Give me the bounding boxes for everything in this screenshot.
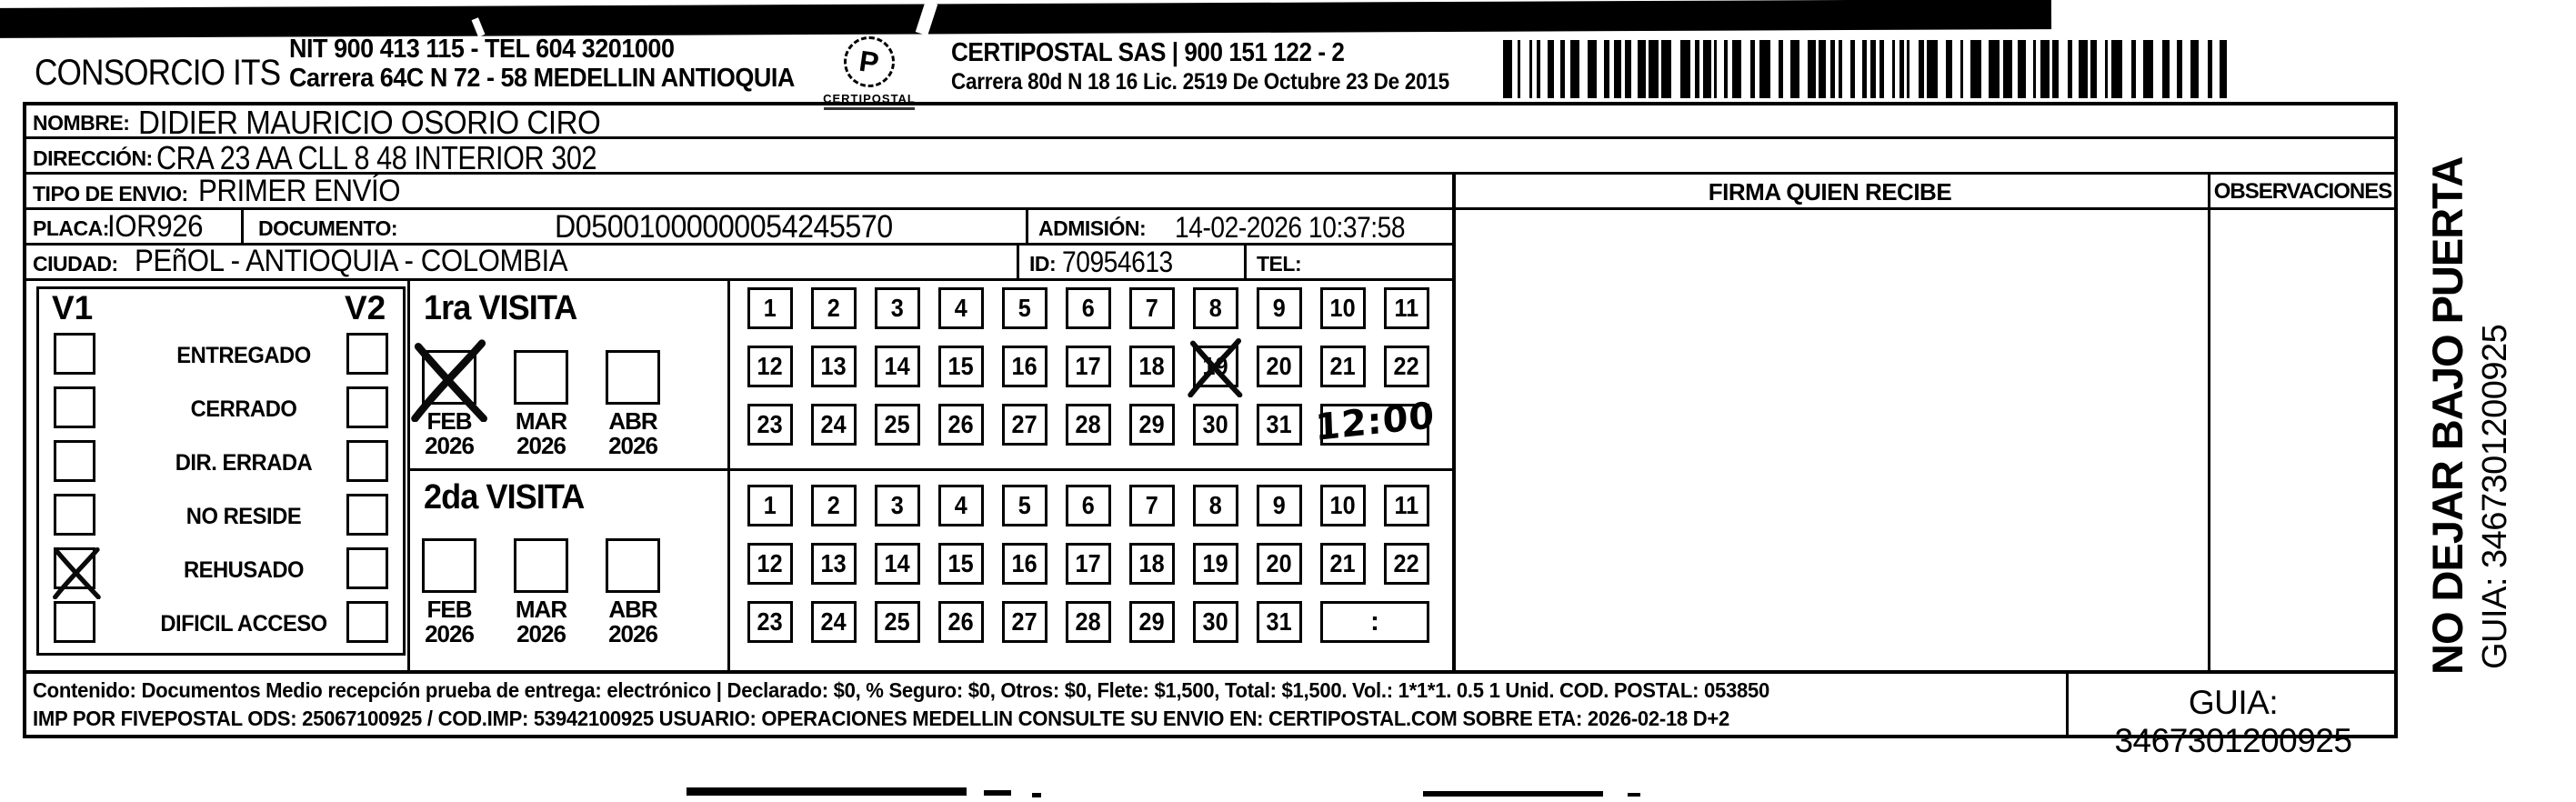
first-visit-day-5 [1002,287,1047,329]
logo-glyph: P [857,44,882,79]
logo-caption: CERTIPOSTAL [823,92,916,105]
time-placeholder: : [1370,607,1379,637]
day-number: 29 [1138,410,1166,438]
documento-value [555,209,922,246]
first-visit-day-1 [747,287,793,329]
day-number: 16 [1011,352,1038,380]
first-visit-day-31 [1257,404,1302,446]
tipo-envio-label: TIPO DE ENVIO: [33,182,188,206]
barcode-bar [2111,40,2122,98]
first-visit-day-14 [875,346,920,387]
barcode-bar [1808,40,1816,98]
barcode-gap [1783,40,1790,98]
footer-guia [2069,684,2398,760]
scan-black-band [0,0,2051,38]
day-number: 27 [1011,607,1038,636]
barcode-bar [2052,40,2059,98]
day-number: 15 [947,549,975,577]
barcode-bar [2079,40,2088,98]
barcode-bar [1680,40,1690,98]
month-year: 2026 [425,432,474,459]
day-number: 28 [1075,410,1102,438]
ciudad-label: CIUDAD: [33,252,118,276]
day-number: 25 [884,607,911,636]
scan-artifact [1628,793,1640,797]
v1-checkbox-dir-errada [54,440,95,482]
second-visit-day-26 [938,601,984,643]
v1-checkbox-cerrado [54,386,95,428]
barcode-bar [1548,40,1554,98]
day-number: 6 [1081,294,1096,322]
first-visit-day-28 [1066,404,1111,446]
second-visit-day-10 [1320,485,1366,526]
barcode-bar [1759,40,1770,98]
day-number: 28 [1075,607,1102,636]
second-visit-day-17 [1066,543,1111,585]
admision-value [1175,211,1437,245]
second-visit-day-24 [811,601,857,643]
second-visit-day-28 [1066,601,1111,643]
barcode-gap [2212,40,2220,98]
barcode-gap [1799,40,1808,98]
first-visit-day-9 [1257,287,1302,329]
sender-address: Carrera 64C N 72 - 58 MEDELLIN ANTIOQUIA [289,64,795,93]
second-visit-day-8 [1193,485,1238,526]
month-abbr: FEB [426,596,472,623]
second-visit-title: 2da VISITA [424,478,585,516]
direccion-text: CRA 23 AA CLL 8 48 INTERIOR 302 [156,139,597,176]
barcode-bar [1732,40,1741,98]
day-number: 24 [820,410,847,438]
barcode-gap [1671,40,1680,98]
status-option-label: ENTREGADO [176,343,311,368]
first-visit-time-box [1314,395,1436,449]
barcode-bar [2162,40,2170,98]
first-visit-day-30 [1193,404,1238,446]
day-number: 22 [1393,352,1420,380]
first-visit-day-25 [875,404,920,446]
first-visit-day-15 [938,346,984,387]
barcode-gap [2026,40,2033,98]
barcode-bar [1649,40,1659,98]
tel-label: TEL: [1257,252,1302,276]
sender-company-name: CONSORCIO ITS [35,53,281,93]
barcode-bar [1790,40,1799,98]
second-visit-month-checkbox-mar [514,538,568,593]
v2-checkbox-cerrado [346,386,388,428]
day-number: 23 [757,607,784,636]
second-visit-day-6 [1066,485,1111,526]
barcode-gap [2072,40,2079,98]
month-year: 2026 [608,620,657,647]
tipo-envio-text: PRIMER ENVÍO [198,174,401,208]
first-visit-day-4 [938,287,984,329]
second-visit-month-checkbox-feb [422,538,476,593]
first-visit-day-8 [1193,287,1238,329]
first-visit-day-20 [1257,346,1302,387]
barcode-gap [1842,40,1850,98]
v2-checkbox-rehusado [346,547,388,589]
barcode-bar [1503,40,1512,98]
day-number: 31 [1266,607,1293,636]
day-number: 21 [1329,549,1357,577]
first-visit-day-21 [1320,346,1366,387]
barcode-bar [1625,40,1631,98]
barcode-gap [1565,40,1571,98]
first-visit-day-12 [747,346,793,387]
barcode-bar [1946,40,1952,98]
grid-line [23,670,2398,674]
second-visit-day-18 [1129,543,1175,585]
first-visit-day-18 [1129,346,1175,387]
observaciones-header [2208,179,2398,205]
documento-text: D05001000000054245570 [555,209,893,245]
status-option-label: CERRADO [190,396,297,422]
day-number: 16 [1011,549,1038,577]
barcode-bar [2220,40,2227,98]
v1-checkbox-rehusado [54,547,95,589]
first-visit-month-label [408,409,490,458]
first-visit-day-10 [1320,287,1366,329]
month-year: 2026 [608,432,657,459]
second-visit-month-label [592,597,674,647]
barcode-gap [1963,40,1970,98]
day-number: 5 [1017,491,1032,519]
ciudad-text: PEñOL - ANTIOQUIA - COLOMBIA [135,244,568,278]
observaciones-header-text: OBSERVACIONES [2213,179,2392,204]
scan-artifact [984,790,1011,796]
grid-line [407,468,1455,471]
day-number: 9 [1272,491,1287,519]
second-visit-day-15 [938,543,984,585]
barcode-gap [1540,40,1548,98]
barcode-gap [1938,40,1947,98]
barcode-gap [2182,40,2191,98]
first-visit-day-16 [1002,346,1047,387]
barcode-gap [2122,40,2131,98]
barcode-gap [1520,40,1529,98]
footer-imp-line: IMP POR FIVEPOSTAL ODS: 25067100925 / COD.IMP: 53942100925 USUARIO: OPERACIONES MEDELLIN CONSULTE SU ENVIO EN: CERTIPOSTAL.COM SOBRE ETA: 2026-02-18 D+2 [33,707,1730,730]
month-abbr: ABR [608,407,657,435]
day-number: 25 [884,410,911,438]
barcode-gap [1952,40,1960,98]
second-visit-day-31 [1257,601,1302,643]
second-visit-day-5 [1002,485,1047,526]
first-visit-month-label [592,409,674,458]
second-visit-day-25 [875,601,920,643]
day-number: 21 [1329,352,1357,380]
second-visit-month-label [500,597,582,647]
footer-content-line: Contenido: Documentos Medio recepción prueba de entrega: electrónico | Declarado: $0, % Seguro: $0, Otros: $0, Flete: $1,500, Total: $1,500. Vol.: 1*1*1. 0.5 1 Unid. COD. POSTAL: 053850 [33,678,1769,702]
first-visit-day-3 [875,287,920,329]
second-visit-day-27 [1002,601,1047,643]
day-number: 29 [1138,607,1166,636]
scan-artifact [687,787,967,796]
second-visit-day-14 [875,543,920,585]
footer-guia-text: GUIA: 3467301200925 [2114,684,2352,759]
status-checkbox-panel [36,286,406,656]
barcode-bar [2143,40,2153,98]
v1-checkbox-no-reside [54,494,95,536]
id-label: ID: [1029,252,1057,276]
day-number: 12 [757,549,784,577]
nombre-label: NOMBRE: [33,111,130,135]
first-visit-day-29 [1129,404,1175,446]
first-visit-day-23 [747,404,793,446]
first-visit-day-19-crossed [1193,346,1238,387]
grid-line [1452,172,1456,670]
day-number: 1 [763,491,777,519]
direccion-label: DIRECCIÓN: [33,146,153,170]
second-visit-day-9 [1257,485,1302,526]
day-number: 14 [884,352,911,380]
grid-line [2208,172,2210,670]
barcode-bar [2003,40,2012,98]
month-abbr: FEB [426,407,472,435]
second-visit-day-22 [1384,543,1429,585]
carrier-name: CERTIPOSTAL SAS | 900 151 122 - 2 [951,38,1345,67]
day-number: 23 [757,410,784,438]
grid-line [1244,243,1247,278]
day-number: 11 [1394,294,1419,322]
second-visit-day-21 [1320,543,1366,585]
first-visit-day-27 [1002,404,1047,446]
scan-artifact [1423,791,1603,797]
barcode-gap [2136,40,2143,98]
day-number: 13 [820,352,847,380]
day-number: 3 [890,294,905,322]
second-visit-month-checkbox-abr [606,538,660,593]
v1-checkbox-dificil-acceso [54,601,95,643]
admision-text: 14-02-2026 10:37:58 [1175,211,1406,244]
v2-checkbox-no-reside [346,494,388,536]
day-number: 19 [1202,549,1229,577]
barcode-bar [2040,40,2050,98]
second-visit-month-label [408,597,490,647]
day-number: 22 [1393,549,1420,577]
second-visit-day-13 [811,543,857,585]
day-number: 5 [1017,294,1032,322]
month-year: 2026 [425,620,474,647]
month-abbr: ABR [608,596,657,623]
ciudad-value [135,244,606,279]
second-visit-day-11 [1384,485,1429,526]
first-visit-day-7 [1129,287,1175,329]
day-number: 19 [1202,352,1229,380]
month-abbr: MAR [515,596,567,623]
tracking-barcode [1503,40,2227,98]
v1-header: V1 [52,289,94,326]
sender-nit-tel: NIT 900 413 115 - TEL 604 3201000 [289,35,675,64]
barcode-gap [2097,40,2105,98]
first-visit-day-17 [1066,346,1111,387]
day-number: 18 [1138,352,1166,380]
direccion-value [156,139,674,177]
v2-checkbox-entregado [346,333,388,375]
status-option-label: NO RESIDE [185,504,302,529]
status-option-label: DIR. ERRADA [175,450,313,476]
second-visit-day-19 [1193,543,1238,585]
grid-line [1026,207,1028,243]
month-year: 2026 [516,432,566,459]
day-number: 26 [947,410,975,438]
barcode-bar [1638,40,1646,98]
second-visit-day-23 [747,601,793,643]
side-warning-text: NO DEJAR BAJO PUERTA [2423,156,2471,675]
nombre-value [138,104,641,142]
barcode-bar [2018,40,2026,98]
grid-line [1017,243,1019,278]
id-value [1062,246,1188,279]
scan-artifact [1032,793,1041,797]
barcode-gap [2170,40,2177,98]
second-visit-day-16 [1002,543,1047,585]
second-visit-day-30 [1193,601,1238,643]
barcode-bar [1703,40,1711,98]
barcode-gap [1981,40,1989,98]
certipostal-logo-icon [844,36,895,87]
barcode-gap [2199,40,2208,98]
day-number: 26 [947,607,975,636]
day-number: 2 [827,294,841,322]
day-number: 30 [1202,607,1229,636]
barcode-gap [2059,40,2068,98]
barcode-gap [1554,40,1560,98]
first-visit-day-13 [811,346,857,387]
placa-label: PLACA: [33,216,109,240]
day-number: 14 [884,549,911,577]
first-visit-day-2 [811,287,857,329]
first-visit-title: 1ra VISITA [424,289,577,327]
first-visit-day-22 [1384,346,1429,387]
second-visit-day-20 [1257,543,1302,585]
day-number: 17 [1075,549,1102,577]
day-number: 15 [947,352,975,380]
barcode-bar [1614,40,1621,98]
day-number: 8 [1208,491,1223,519]
first-visit-month-label [500,409,582,458]
day-number: 3 [890,491,905,519]
barcode-gap [1741,40,1750,98]
day-number: 31 [1266,410,1293,438]
barcode-bar [1588,40,1597,98]
first-visit-day-26 [938,404,984,446]
carrier-address: Carrera 80d N 18 16 Lic. 2519 De Octubre 23 De 2015 [951,69,1449,95]
day-number: 24 [820,607,847,636]
first-visit-month-checkbox-feb [422,350,476,405]
first-visit-month-checkbox-mar [514,350,568,405]
grid-line [727,278,730,670]
grid-line [241,207,244,243]
v2-checkbox-dir-errada [346,440,388,482]
status-option-label: REHUSADO [183,557,305,583]
firma-header-text: FIRMA QUIEN RECIBE [1708,178,1952,206]
day-number: 7 [1145,294,1159,322]
day-number: 13 [820,549,847,577]
barcode-gap [1597,40,1604,98]
placa-value [107,209,211,245]
barcode-gap [1884,40,1892,98]
barcode-gap [1855,40,1862,98]
side-note [2422,157,2515,675]
barcode-gap [1631,40,1638,98]
day-number: 17 [1075,352,1102,380]
day-number: 4 [954,491,968,519]
day-number: 9 [1272,294,1287,322]
day-number: 2 [827,491,841,519]
month-year: 2026 [516,620,566,647]
handwritten-time: 12:00 [1314,395,1436,449]
barcode-bar [1970,40,1981,98]
second-visit-day-7 [1129,485,1175,526]
second-visit-time-box [1320,601,1429,643]
barcode-bar [1927,40,1938,98]
barcode-gap [1717,40,1724,98]
id-text: 70954613 [1062,246,1173,278]
first-visit-month-checkbox-abr [606,350,660,405]
day-number: 20 [1266,549,1293,577]
side-guia-text: GUIA: 3467301200925 [2476,324,2514,669]
barcode-bar [1819,40,1826,98]
nombre-text: DIDIER MAURICIO OSORIO CIRO [138,104,601,141]
day-number: 1 [763,294,777,322]
barcode-bar [1989,40,2000,98]
v2-checkbox-dificil-acceso [346,601,388,643]
barcode-bar [2190,40,2199,98]
handwritten-x-icon [51,546,104,599]
day-number: 18 [1138,549,1166,577]
second-visit-day-1 [747,485,793,526]
day-number: 10 [1329,491,1357,519]
barcode-bar [1570,40,1579,98]
first-visit-day-24 [811,404,857,446]
barcode-gap [1770,40,1779,98]
day-number: 6 [1081,491,1096,519]
day-number: 8 [1208,294,1223,322]
day-number: 12 [757,352,784,380]
barcode-gap [1579,40,1588,98]
day-number: 7 [1145,491,1159,519]
day-number: 20 [1266,352,1293,380]
firma-header [1452,178,2208,206]
barcode-gap [2153,40,2162,98]
second-visit-day-4 [938,485,984,526]
placa-text: IOR926 [107,209,204,244]
documento-label: DOCUMENTO: [258,216,398,240]
month-abbr: MAR [515,407,567,435]
day-number: 11 [1394,491,1419,519]
barcode-bar [2090,40,2097,98]
day-number: 30 [1202,410,1229,438]
second-visit-day-3 [875,485,920,526]
tipo-envio-value [198,174,417,209]
admision-label: ADMISIÓN: [1038,216,1147,240]
first-visit-day-11 [1384,287,1429,329]
day-number: 10 [1329,294,1357,322]
day-number: 4 [954,294,968,322]
status-option-label: DIFICIL ACCESO [160,611,327,637]
v2-header: V2 [345,289,386,326]
second-visit-day-12 [747,543,793,585]
barcode-bar [1661,40,1671,98]
day-number: 27 [1011,410,1038,438]
v1-checkbox-entregado [54,333,95,375]
second-visit-day-29 [1129,601,1175,643]
first-visit-day-6 [1066,287,1111,329]
second-visit-day-2 [811,485,857,526]
barcode-gap [1909,40,1919,98]
